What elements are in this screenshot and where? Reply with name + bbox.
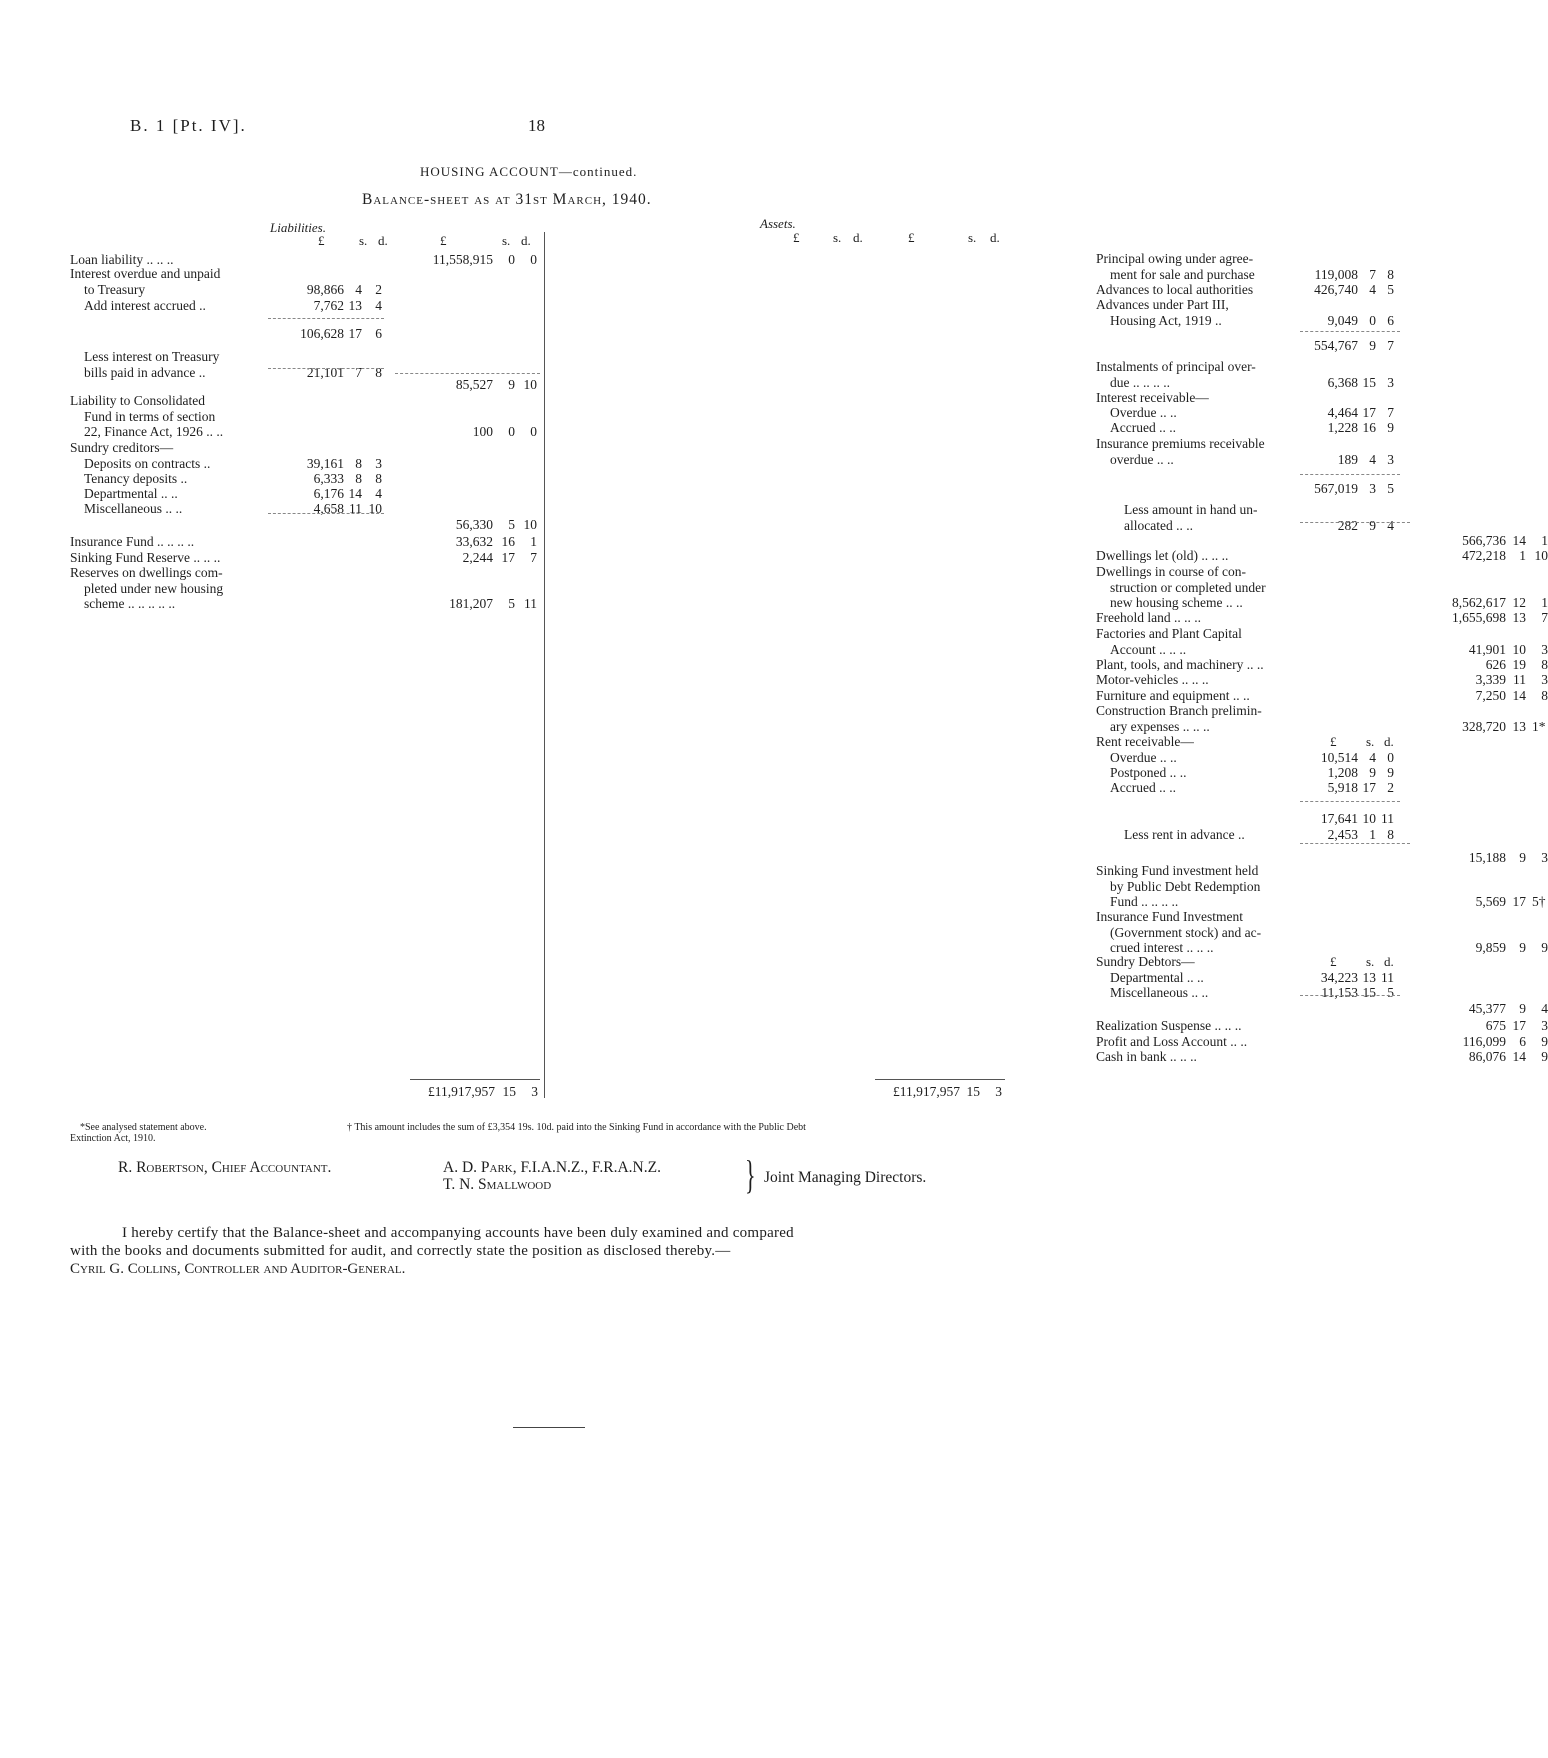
- assets-label-principal: Principal owing under agree-: [1096, 251, 1254, 266]
- assets-total-shillings-realsusp: 17: [1512, 1018, 1526, 1033]
- liabilities-amount-intov: 98,866: [306, 281, 344, 297]
- assets-label-insinv: Insurance Fund Investment: [1096, 909, 1243, 924]
- assets-label-dwellold: Dwellings let (old) .. .. ..: [1096, 548, 1229, 563]
- assets-total-debtot: 45,377: [1468, 1001, 1506, 1016]
- assets-pence-postponed: 9: [1387, 765, 1394, 780]
- assets-shillings-deptdeb: 13: [1362, 970, 1376, 985]
- liabilities-pence-tenancy: 8: [375, 471, 382, 486]
- assets-total-dwellnew: 8,562,617: [1452, 595, 1506, 610]
- liabilities-shillings-dept: 14: [348, 486, 362, 501]
- assets-pence-asub2: 5: [1387, 481, 1394, 496]
- assets-total-dwellold: 472,218: [1462, 548, 1506, 563]
- assets-shillings-advlocal: 4: [1369, 282, 1376, 297]
- assets-label-miscdeb: Miscellaneous .. ..: [1110, 985, 1209, 1000]
- assets-total-factories: 41,901: [1468, 641, 1506, 657]
- assets-total-pence-anet1: 1: [1541, 533, 1548, 548]
- liabilities-label-consol: 22, Finance Act, 1926 .. ..: [84, 424, 224, 439]
- assets-total-sinkinv: 5,569: [1475, 894, 1506, 909]
- liabilities-total-shillings-loan: 0: [508, 252, 515, 267]
- liabilities-total-sundrytot: 56,330: [455, 517, 493, 532]
- asset-col1-d: d.: [853, 230, 863, 245]
- assets-amount-lesshand: 282: [1337, 517, 1358, 533]
- assets-total-pence-motor: 3: [1541, 672, 1548, 687]
- assets-label-lesshand: Less amount in hand un-: [1124, 502, 1258, 517]
- assets-total-pence-construct: 1*: [1532, 718, 1546, 734]
- assets-total-shillings-debtot: 9: [1519, 1001, 1526, 1016]
- assets-label-rentrec: Rent receivable—: [1096, 734, 1194, 749]
- end-rule: [513, 1427, 585, 1428]
- assets-subtotal-rule: [1300, 474, 1400, 475]
- assets-total-rentnet: 15,188: [1468, 850, 1506, 865]
- assets-ledger: [546, 0, 1548, 1100]
- assets-amount-principal: 119,008: [1314, 266, 1358, 282]
- assets-total-shillings-dwellnew: 12: [1512, 595, 1526, 610]
- assets-label-advpart: Housing Act, 1919 ..: [1110, 312, 1222, 328]
- assets-shillings-inspremium: 4: [1369, 451, 1376, 467]
- liabilities-shillings-misc: 11: [349, 501, 362, 516]
- assets-label-postponed: Postponed .. ..: [1110, 765, 1187, 780]
- assets-total-shillings-factories: 10: [1512, 641, 1526, 657]
- assets-shillings-rentsub: 10: [1362, 811, 1376, 826]
- liabilities-total-pence-reserves: 11: [524, 596, 537, 611]
- liabilities-label-intacc: Add interest accrued ..: [84, 298, 206, 313]
- liabilities-label-sinkres: Sinking Fund Reserve .. .. ..: [70, 550, 221, 565]
- assets-label-freehold: Freehold land .. .. ..: [1096, 610, 1201, 625]
- assets-total-shillings-anet1: 14: [1512, 533, 1526, 548]
- liabilities-label-dept: Departmental .. ..: [84, 486, 178, 501]
- assets-total-motor: 3,339: [1475, 672, 1506, 687]
- assets-total-pence-rentnet: 3: [1541, 850, 1548, 865]
- assets-pence-accrued1: 9: [1387, 420, 1394, 435]
- signature-brace: }: [745, 1152, 756, 1197]
- assets-label-cash: Cash in bank .. .. ..: [1096, 1049, 1197, 1064]
- liabilities-shillings-tenancy: 8: [355, 471, 362, 486]
- footnote-dagger: † This amount includes the sum of £3,354 19s. 10d. paid into the Sinking Fund in accordance with the Public Debt: [347, 1122, 806, 1133]
- assets-pence-lessrent: 8: [1387, 827, 1394, 842]
- liabilities-label-consol: Liability to Consolidated: [70, 393, 205, 408]
- director-signature-1: A. D. Park, F.I.A.N.Z., F.R.A.N.Z.: [443, 1159, 661, 1176]
- liabilities-total-reserves: 181,207: [449, 596, 493, 611]
- asset-col1-pound: £: [793, 230, 800, 245]
- assets-amount-asub2: 567,019: [1314, 481, 1358, 496]
- assets-total-furniture: 7,250: [1475, 688, 1506, 703]
- joint-managing-directors-label: Joint Managing Directors.: [764, 1169, 927, 1186]
- subhead-pound: £: [1330, 734, 1337, 749]
- liabilities-label-lessint: Less interest on Treasury: [84, 349, 220, 364]
- assets-label-furniture: Furniture and equipment .. ..: [1096, 688, 1250, 703]
- director-signature-2: T. N. Smallwood: [443, 1176, 552, 1193]
- liab-total-s: 15: [502, 1084, 516, 1099]
- subhead-s: s.: [1366, 954, 1375, 969]
- assets-amount-lessrent: 2,453: [1327, 827, 1358, 842]
- liabilities-label-consol: Fund in terms of section: [84, 408, 216, 424]
- assets-label-overdue1: Overdue .. ..: [1110, 405, 1177, 420]
- assets-amount-postponed: 1,208: [1327, 765, 1358, 780]
- liabilities-amount-intacc: 7,762: [313, 298, 344, 313]
- liabilities-subtotal-rule: [268, 513, 384, 514]
- assets-total-shillings-furniture: 14: [1512, 688, 1526, 703]
- assets-total-shillings-cash: 14: [1512, 1049, 1526, 1064]
- assets-label-advlocal: Advances to local authorities: [1096, 282, 1254, 297]
- assets-total-shillings-profit: 6: [1519, 1034, 1526, 1049]
- liabilities-subtotal-rule: [268, 368, 384, 369]
- liabilities-total-shillings-sundrytot: 5: [508, 517, 515, 532]
- assets-total-shillings-rentnet: 9: [1519, 850, 1526, 865]
- assets-label-inspremium: overdue .. ..: [1110, 451, 1174, 467]
- assets-label-sundrydeb: Sundry Debtors—: [1096, 954, 1195, 969]
- assets-label-factories: Factories and Plant Capital: [1096, 626, 1242, 641]
- assets-label-motor: Motor-vehicles .. .. ..: [1096, 672, 1209, 687]
- liabilities-label-reserves: scheme .. .. .. .. ..: [84, 596, 176, 611]
- assets-label-intrec: Interest receivable—: [1096, 390, 1209, 405]
- assets-total-pence-sinkinv: 5†: [1532, 894, 1546, 909]
- liabilities-ledger: [0, 0, 546, 1100]
- assets-label-instal: Instalments of principal over-: [1096, 359, 1256, 374]
- assets-shillings-accrued2: 17: [1362, 780, 1376, 795]
- assets-total-pence-cash: 9: [1541, 1049, 1548, 1064]
- liabilities-shillings-sub1: 17: [348, 326, 362, 341]
- audit-certificate-line-2: with the books and documents submitted for audit, and correctly state the position as disclosed thereby.—: [70, 1243, 731, 1259]
- assets-amount-inspremium: 189: [1337, 451, 1358, 467]
- subhead-s: s.: [1366, 734, 1375, 749]
- footnote-star: *See analysed statement above.: [80, 1122, 207, 1133]
- liabilities-amount-lessint: 21,101: [306, 364, 344, 380]
- assets-shillings-miscdeb: 15: [1362, 985, 1376, 1000]
- liabilities-label-lessint: bills paid in advance ..: [84, 364, 206, 380]
- asset-total-rule: [875, 1079, 1005, 1080]
- assets-shillings-asub1: 9: [1369, 338, 1376, 353]
- assets-amount-rentsub: 17,641: [1320, 811, 1358, 826]
- assets-label-construct: ary expenses .. .. ..: [1110, 718, 1210, 734]
- assets-total-construct: 328,720: [1462, 718, 1506, 734]
- liabilities-label-deposits: Deposits on contracts ..: [84, 456, 211, 471]
- liabilities-label-intov: Interest overdue and unpaid: [70, 266, 221, 281]
- footnote-star-continued: Extinction Act, 1910.: [70, 1133, 156, 1144]
- assets-total-pence-plant: 8: [1541, 657, 1548, 672]
- assets-pence-rentsub: 11: [1381, 811, 1394, 826]
- audit-certificate-line-1: I hereby certify that the Balance-sheet and accompanying accounts have been duly examined and compared: [122, 1225, 794, 1241]
- assets-total-pence-freehold: 7: [1541, 610, 1548, 625]
- liabilities-pence-dept: 4: [375, 486, 382, 501]
- assets-total-pence-insinv: 9: [1541, 940, 1548, 955]
- chief-accountant-signature: R. Robertson, Chief Accountant.: [118, 1159, 332, 1176]
- liabilities-shillings-deposits: 8: [355, 456, 362, 471]
- liab-total-d: 3: [531, 1084, 538, 1099]
- assets-shillings-overdue1: 17: [1362, 405, 1376, 420]
- liabilities-total-pence-insfund: 1: [530, 534, 537, 549]
- asset-col2-s: s.: [968, 230, 977, 245]
- liab-col2-d: d.: [521, 233, 531, 248]
- assets-total-plant: 626: [1485, 657, 1506, 672]
- asset-total-d: 3: [995, 1084, 1002, 1099]
- liabilities-label-misc: Miscellaneous .. ..: [84, 501, 183, 516]
- subhead-d: d.: [1384, 734, 1394, 749]
- liabilities-label-tenancy: Tenancy deposits ..: [84, 471, 188, 486]
- assets-total-pence-profit: 9: [1541, 1034, 1548, 1049]
- liabilities-total-loan: 11,558,915: [432, 252, 493, 267]
- assets-total-shillings-plant: 19: [1512, 657, 1526, 672]
- liabilities-total-pence-sundrytot: 10: [523, 517, 537, 532]
- liabilities-total-sinkres: 2,244: [462, 550, 493, 565]
- assets-amount-overdue1: 4,464: [1327, 405, 1358, 420]
- assets-label-accrued1: Accrued .. ..: [1110, 420, 1176, 435]
- assets-pence-principal: 8: [1387, 266, 1394, 282]
- liabilities-shillings-intacc: 13: [348, 298, 362, 313]
- liabilities-total-shillings-sinkres: 17: [501, 550, 515, 565]
- assets-pence-accrued2: 2: [1387, 780, 1394, 795]
- document-title: HOUSING ACCOUNT—continued.: [420, 164, 638, 179]
- liabilities-amount-sub1: 106,628: [300, 326, 344, 341]
- assets-label-sinkinv: Sinking Fund investment held: [1096, 863, 1259, 878]
- liab-total-amount: £11,917,957: [428, 1084, 495, 1099]
- liabilities-total-shillings-insfund: 16: [501, 534, 515, 549]
- liabilities-total-consol: 100: [472, 424, 493, 439]
- liab-col2-pound: £: [440, 233, 447, 248]
- assets-shillings-accrued1: 16: [1362, 420, 1376, 435]
- assets-subtotal-rule: [1300, 331, 1400, 332]
- assets-label-construct: Construction Branch prelimin-: [1096, 703, 1262, 718]
- assets-label-advpart: Advances under Part III,: [1096, 297, 1229, 312]
- assets-amount-accrued2: 5,918: [1327, 780, 1358, 795]
- assets-total-anet1: 566,736: [1462, 533, 1506, 548]
- subhead-d: d.: [1384, 954, 1394, 969]
- assets-label-instal: due .. .. .. ..: [1110, 374, 1170, 390]
- liabilities-total-shillings-net1: 9: [508, 377, 515, 392]
- asset-col2-pound: £: [908, 230, 915, 245]
- assets-amount-advlocal: 426,740: [1314, 282, 1358, 297]
- assets-label-dwellnew: Dwellings in course of con-: [1096, 564, 1246, 579]
- assets-subtotal-rule: [1300, 801, 1400, 802]
- assets-total-pence-dwellold: 10: [1534, 548, 1548, 563]
- assets-total-shillings-construct: 13: [1512, 718, 1526, 734]
- liabilities-amount-dept: 6,176: [313, 486, 344, 501]
- assets-label-sinkinv: by Public Debt Redemption: [1110, 878, 1261, 894]
- liab-total-rule: [410, 1079, 540, 1080]
- liabilities-label-reserves: Reserves on dwellings com-: [70, 565, 223, 580]
- assets-label-dwellnew: struction or completed under: [1110, 579, 1266, 595]
- asset-col1-s: s.: [833, 230, 842, 245]
- asset-total-s: 15: [966, 1084, 980, 1099]
- balance-sheet-subtitle: Balance-sheet as at 31st March, 1940.: [362, 191, 652, 208]
- assets-label-lessrent: Less rent in advance ..: [1124, 827, 1245, 842]
- assets-subtotal-rule: [1300, 522, 1410, 523]
- liabilities-total-insfund: 33,632: [455, 534, 493, 549]
- assets-label-sinkinv: Fund .. .. .. ..: [1110, 894, 1179, 909]
- assets-shillings-lessrent: 1: [1369, 827, 1376, 842]
- assets-subtotal-rule: [1300, 995, 1400, 996]
- assets-amount-advpart: 9,049: [1327, 312, 1358, 328]
- assets-amount-overdue2: 10,514: [1320, 750, 1358, 765]
- assets-shillings-instal: 15: [1362, 374, 1376, 390]
- liabilities-label-insfund: Insurance Fund .. .. .. ..: [70, 534, 195, 549]
- liabilities-total-pence-loan: 0: [530, 252, 537, 267]
- assets-pence-lesshand: 4: [1387, 517, 1394, 533]
- liabilities-total-net1: 85,527: [455, 377, 493, 392]
- assets-label-insinv: (Government stock) and ac-: [1110, 924, 1262, 940]
- liabilities-total-pence-consol: 0: [530, 424, 537, 439]
- assets-pence-instal: 3: [1387, 374, 1394, 390]
- liabilities-pence-deposits: 3: [375, 456, 382, 471]
- liab-col1-s: s.: [359, 233, 368, 248]
- assets-label-insinv: crued interest .. .. ..: [1110, 940, 1214, 955]
- assets-pence-advpart: 6: [1387, 312, 1394, 328]
- page-number: 18: [528, 116, 545, 135]
- assets-shillings-lesshand: 9: [1369, 517, 1376, 533]
- assets-total-shillings-sinkinv: 17: [1512, 894, 1526, 909]
- assets-total-pence-factories: 3: [1541, 641, 1548, 657]
- assets-total-insinv: 9,859: [1475, 940, 1506, 955]
- assets-label-plant: Plant, tools, and machinery .. ..: [1096, 657, 1264, 672]
- liab-col2-s: s.: [502, 233, 511, 248]
- liab-col1-d: d.: [378, 233, 388, 248]
- liabilities-pence-intov: 2: [375, 281, 382, 297]
- liab-col1-pound: £: [318, 233, 325, 248]
- assets-total-freehold: 1,655,698: [1452, 610, 1506, 625]
- assets-total-pence-furniture: 8: [1541, 688, 1548, 703]
- liabilities-pence-intacc: 4: [375, 298, 382, 313]
- liabilities-amount-deposits: 39,161: [306, 456, 344, 471]
- assets-pence-asub1: 7: [1387, 338, 1394, 353]
- liabilities-subtotal-rule: [395, 373, 540, 374]
- asset-total-amount: £11,917,957: [893, 1084, 960, 1099]
- liabilities-shillings-intov: 4: [355, 281, 362, 297]
- assets-shillings-overdue2: 4: [1369, 750, 1376, 765]
- assets-shillings-postponed: 9: [1369, 765, 1376, 780]
- assets-pence-miscdeb: 5: [1387, 985, 1394, 1000]
- liabilities-label-reserves: pleted under new housing: [84, 580, 224, 596]
- liabilities-shillings-lessint: 7: [355, 364, 362, 380]
- assets-pence-advlocal: 5: [1387, 282, 1394, 297]
- assets-label-deptdeb: Departmental .. ..: [1110, 970, 1204, 985]
- assets-label-principal: ment for sale and purchase: [1110, 266, 1255, 282]
- assets-label-inspremium: Insurance premiums receivable: [1096, 436, 1265, 451]
- assets-total-pence-realsusp: 3: [1541, 1018, 1548, 1033]
- report-reference: B. 1 [Pt. IV].: [130, 116, 247, 135]
- assets-pence-inspremium: 3: [1387, 451, 1394, 467]
- assets-label-realsusp: Realization Suspense .. .. ..: [1096, 1018, 1242, 1033]
- assets-label-accrued2: Accrued .. ..: [1110, 780, 1176, 795]
- liabilities-pence-lessint: 8: [375, 364, 382, 380]
- assets-total-shillings-freehold: 13: [1512, 610, 1526, 625]
- liabilities-pence-misc: 10: [368, 501, 382, 516]
- asset-col2-d: d.: [990, 230, 1000, 245]
- assets-label-overdue2: Overdue .. ..: [1110, 750, 1177, 765]
- liabilities-total-pence-net1: 10: [523, 377, 537, 392]
- assets-subtotal-rule: [1300, 843, 1410, 844]
- assets-shillings-advpart: 0: [1369, 312, 1376, 328]
- liabilities-label-loan: Loan liability .. .. ..: [70, 252, 174, 267]
- liabilities-amount-misc: 4,658: [313, 501, 344, 516]
- assets-pence-deptdeb: 11: [1381, 970, 1394, 985]
- assets-amount-accrued1: 1,228: [1327, 420, 1358, 435]
- auditor-general-signature: Cyril G. Collins, Controller and Auditor-General.: [70, 1261, 406, 1277]
- assets-total-cash: 86,076: [1468, 1049, 1506, 1064]
- liabilities-amount-tenancy: 6,333: [313, 471, 344, 486]
- assets-label-profit: Profit and Loss Account .. ..: [1096, 1034, 1248, 1049]
- assets-total-shillings-insinv: 9: [1519, 940, 1526, 955]
- liabilities-total-pence-sinkres: 7: [530, 550, 537, 565]
- assets-amount-miscdeb: 11,153: [1321, 985, 1358, 1000]
- assets-shillings-asub2: 3: [1369, 481, 1376, 496]
- assets-heading: Assets.: [760, 216, 796, 231]
- liabilities-total-shillings-reserves: 5: [508, 596, 515, 611]
- subhead-pound: £: [1330, 954, 1337, 969]
- assets-label-dwellnew: new housing scheme .. ..: [1110, 595, 1243, 610]
- assets-total-shillings-dwellold: 1: [1519, 548, 1526, 563]
- assets-label-factories: Account .. .. ..: [1110, 641, 1187, 657]
- assets-amount-deptdeb: 34,223: [1320, 970, 1358, 985]
- liabilities-label-sundry: Sundry creditors—: [70, 440, 174, 455]
- assets-label-lesshand: allocated .. ..: [1124, 517, 1193, 533]
- assets-amount-asub1: 554,767: [1314, 338, 1358, 353]
- liabilities-total-shillings-consol: 0: [508, 424, 515, 439]
- assets-shillings-principal: 7: [1369, 266, 1376, 282]
- assets-total-pence-debtot: 4: [1541, 1001, 1548, 1016]
- liabilities-pence-sub1: 6: [375, 326, 382, 341]
- assets-total-profit: 116,099: [1462, 1034, 1506, 1049]
- liabilities-subtotal-rule: [268, 318, 384, 319]
- assets-pence-overdue1: 7: [1387, 405, 1394, 420]
- assets-total-shillings-motor: 11: [1513, 672, 1526, 687]
- assets-total-pence-dwellnew: 1: [1541, 595, 1548, 610]
- assets-total-realsusp: 675: [1485, 1018, 1506, 1033]
- assets-amount-instal: 6,368: [1327, 374, 1358, 390]
- assets-pence-overdue2: 0: [1387, 750, 1394, 765]
- liabilities-heading: Liabilities.: [270, 220, 326, 235]
- liabilities-label-intov: to Treasury: [84, 281, 146, 297]
